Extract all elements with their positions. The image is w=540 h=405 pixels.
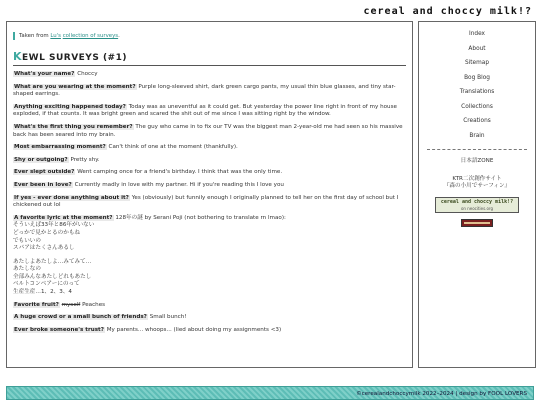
question: What's the first thing you remember? [14,123,133,130]
source-prefix: Taken from [19,33,51,39]
answer: Currently madly in love with my partner. Hi if you're reading this I love you [74,181,284,188]
page-title-initial: K [13,50,23,63]
qa-item [13,327,406,335]
qa-item [13,182,406,190]
qa-item [13,71,406,79]
question: Shy or outgoing? [14,156,68,163]
lyric-line: 全部みんなあたしどれもあたし [13,273,92,280]
qa-item [13,124,406,139]
site-title: cereal and choccy milk!? [363,6,532,17]
footer-credit: ©cerealandchoccymilk 2022–2024 | design by FOOL LOVERS [356,391,527,397]
question: Ever slept outside? [14,169,75,176]
answer: Today was as uneventful as it could get. But yesterday the power line right in front of my house exploded, if that counts. It was bright green and scared the shit out of me since I was sitting right by the window. [13,103,397,118]
source-suffix: . [118,33,120,39]
lyric-line: あたしなの [13,266,41,273]
qa-item [13,104,406,119]
nav-link-collections[interactable]: Collections [461,103,493,110]
nav-link-brain[interactable]: Brain [469,132,485,139]
footer [6,386,534,400]
qa-item [13,169,406,177]
page-title-rest: EWL SURVEYS (#1) [22,53,127,63]
answer: Peaches [82,301,106,308]
question: If yes - ever done anything about it? [14,194,129,201]
sidebar-divider [427,149,527,150]
lyric-intro: 128年の謎 by Serani Poji (not bothering to translate rn lmao): [115,214,286,221]
lyric-line: どっかで見かとるのかもね [13,229,81,236]
qa-item [13,144,406,152]
question: Ever been in love? [14,181,72,188]
answer: The guy who came in to fix our TV was the biggest man 2-year-old me had seen so his massive back has been seared into my brain. [13,123,403,138]
answer: Pretty shy. [70,156,100,163]
answer: Can't think of one at the moment (thankfully). [108,144,238,151]
question: Most embarrassing moment? [14,144,106,151]
qa-item [13,84,406,99]
lyric-line: あたしよあたしよ…みてみて… [13,258,92,265]
nav-link-index[interactable]: Index [469,31,485,37]
question: Favorite fruit? [14,301,59,308]
nav-link-japanese-zone[interactable]: 日本語ZONE [460,158,494,164]
sidebar-nav [419,27,535,143]
question: Ever broke someone's trust? [14,326,104,333]
qa-item [13,314,406,322]
question: A favorite lyric at the moment? [14,214,113,221]
question: What's your name? [14,71,75,77]
japanese-zone [419,158,535,191]
lyric-line: 生産生産…1、2、3、4 [13,289,72,296]
nav-link-bog-blog[interactable]: Bog Blog [464,74,490,81]
answer: Small bunch! [149,314,187,321]
answer: Purple long-sleeved shirt, dark green cargo pants, my usual thin blue glasses, and tiny star-shaped earrings. [13,83,396,98]
site-button-banner[interactable] [435,197,519,213]
answer: Went camping once for a friend's birthday. I think that was the only time. [77,169,283,176]
page-title [13,50,406,66]
source-author-link[interactable]: Lu's [50,33,61,39]
lyric-line: でもいいの [13,237,41,244]
small-stamp-banner[interactable] [461,219,493,227]
qa-item [13,302,406,310]
source-note [13,32,412,40]
question: A huge crowd or a small bunch of friends? [14,314,147,321]
qa-item [13,157,406,165]
qa-item-lyric [13,215,406,297]
banner-title: cereal and choccy milk!? [440,198,514,205]
main-content-panel [6,21,413,368]
answer: Choccy [77,71,98,77]
answer: Yes (obviously) but funnily enough I originally planned to tell her on the first day of school but I chickened out lol [13,194,399,209]
lyric-line: ベルトコンベアーにのって [13,281,80,288]
nav-link-about[interactable]: About [468,45,486,52]
lyric-line: スパアはたくさんあるし [13,245,75,252]
question: Anything exciting happened today? [14,103,126,110]
fansite-title-line1: KTR二次創作サイト [452,175,502,182]
qa-item [13,195,406,210]
question: What are you wearing at the moment? [14,83,136,90]
nav-link-sitemap[interactable]: Sitemap [464,60,489,66]
answer: My parents... whoops... (lied about doing my assignments <3) [106,326,282,333]
source-collection-link[interactable]: collection of surveys [62,33,119,39]
banner-subtitle: on neocities.org [460,205,494,211]
struck-answer: myself [61,301,81,308]
lyric-line: そういえば33年と86年がいない [13,222,95,229]
fansite-title-line2[interactable]: 『森の小川でサーフィン』 [443,183,511,190]
sidebar [418,21,536,368]
nav-link-translations[interactable]: Translations [459,89,495,95]
nav-link-creations[interactable]: Creations [463,118,491,124]
